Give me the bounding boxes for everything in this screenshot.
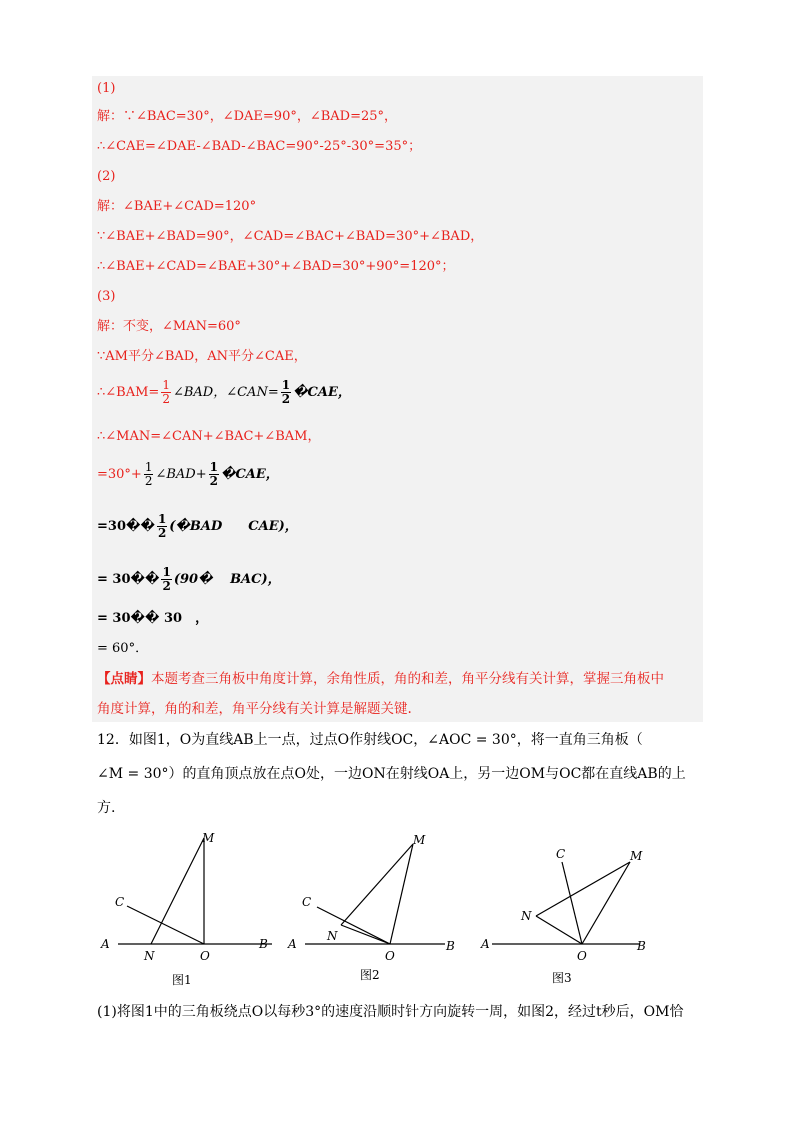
comment-line2: 角度计算，角的和差，角平分线有关计算是解题关键.	[97, 701, 412, 717]
side-nm-fig3	[536, 862, 630, 916]
fraction-half-bold: $\frac{1}{2}$	[162, 565, 171, 593]
fraction-half: $\frac{1}{2}$	[162, 378, 170, 406]
part1-number: (1)	[97, 81, 116, 96]
label-m-fig1: M	[202, 831, 215, 845]
label-n-fig1: N	[144, 949, 155, 963]
part2-line2: ∵∠BAE+∠BAD=90°，∠CAD=∠BAC+∠BAD=30°+∠BAD，	[97, 229, 484, 244]
side-nm-fig2	[341, 844, 413, 925]
caption-fig3: 图3	[552, 971, 572, 985]
comment-tag: 【点睛】	[97, 671, 151, 687]
label-b-fig3: B	[637, 939, 646, 953]
part1-line1: 解：∵∠BAC=30°，∠DAE=90°，∠BAD=25°，	[97, 109, 398, 124]
part3-number: (3)	[97, 289, 116, 304]
label-m-fig2: M	[413, 833, 426, 847]
figure-2	[305, 844, 445, 944]
ray-om-fig3	[582, 862, 630, 944]
figure-3	[492, 862, 640, 944]
label-b-fig2: B	[446, 939, 455, 953]
label-a-fig2: A	[288, 937, 297, 951]
part3-line3: ∴∠BAM= $\frac{1}{2}$ ∠BAD，∠CAN= $\frac{1}{2}$ �CAE，	[97, 378, 351, 406]
part2-number: (2)	[97, 169, 116, 184]
caption-fig2: 图2	[360, 968, 380, 982]
label-n-fig2: N	[327, 929, 338, 943]
question-line1: 12．如图1，O为直线AB上一点，过点O作射线OC，∠AOC = 30°，将一直角三角板（	[97, 732, 643, 748]
label-c-fig1: C	[115, 895, 125, 909]
part2-line1: 解：∠BAE+∠CAD=120°	[97, 199, 257, 214]
label-c-fig2: C	[302, 895, 312, 909]
fraction-half: $\frac{1}{2}$	[144, 460, 153, 488]
question-line3: 方.	[97, 800, 116, 816]
part3-line8: = 30�� 30 ，	[97, 611, 209, 626]
geometry-figures	[0, 820, 800, 1000]
label-a-fig1: A	[101, 937, 110, 951]
part3-line2: ∵AM平分∠BAD，AN平分∠CAE，	[97, 349, 307, 364]
fraction-half-bold: $\frac{1}{2}$	[209, 460, 218, 488]
part3-line4: ∴∠MAN=∠CAN+∠BAC+∠BAM，	[97, 429, 321, 444]
figure-1	[118, 838, 272, 944]
label-n-fig3: N	[521, 909, 532, 923]
label-a-fig3: A	[481, 937, 490, 951]
label-o-fig3: O	[577, 949, 587, 963]
side-no-fig2	[341, 925, 390, 944]
part3-line9: = 60°．	[97, 641, 149, 656]
part1-line2: ∴∠CAE=∠DAE-∠BAD-∠BAC=90°-25°-30°=35°；	[97, 139, 422, 154]
question-line2: ∠M = 30°）的直角顶点放在点O处，一边ON在射线OA上，另一边OM与OC都在直线AB的上	[97, 766, 686, 782]
label-m-fig3: M	[630, 849, 643, 863]
part3-line1: 解：不变，∠MAN=60°	[97, 319, 241, 334]
part3-line7: = 30�� $\frac{1}{2}$ (90� BAC)，	[97, 565, 281, 593]
part3-line6: =30�� $\frac{1}{2}$ (�BAD CAE)，	[97, 512, 298, 540]
ray-oc-fig1	[127, 906, 204, 944]
label-c-fig3: C	[556, 847, 566, 861]
question-line4: (1)将图1中的三角板绕点O以每秒3°的速度沿顺时针方向旋转一周，如图2，经过t秒后，OM恰	[97, 1004, 684, 1020]
label-o-fig2: O	[385, 949, 395, 963]
ray-oc-fig3	[562, 862, 582, 944]
side-nm-fig1	[151, 838, 204, 944]
part2-line3: ∴∠BAE+∠CAD=∠BAE+30°+∠BAD=30°+90°=120°；	[97, 259, 455, 274]
label-o-fig1: O	[200, 949, 210, 963]
comment-line1: 【点睛】本题考查三角板中角度计算，余角性质，角的和差，角平分线有关计算，掌握三角板中	[97, 671, 664, 687]
fraction-half-bold: $\frac{1}{2}$	[157, 512, 167, 540]
ray-om-fig2	[390, 844, 413, 944]
caption-fig1: 图1	[172, 973, 192, 987]
fraction-half-bold: $\frac{1}{2}$	[281, 378, 291, 406]
side-no-fig3	[536, 916, 582, 944]
part3-line5: =30°+ $\frac{1}{2}$ ∠BAD+ $\frac{1}{2}$ �CAE，	[97, 460, 279, 488]
label-b-fig1: B	[259, 937, 268, 951]
